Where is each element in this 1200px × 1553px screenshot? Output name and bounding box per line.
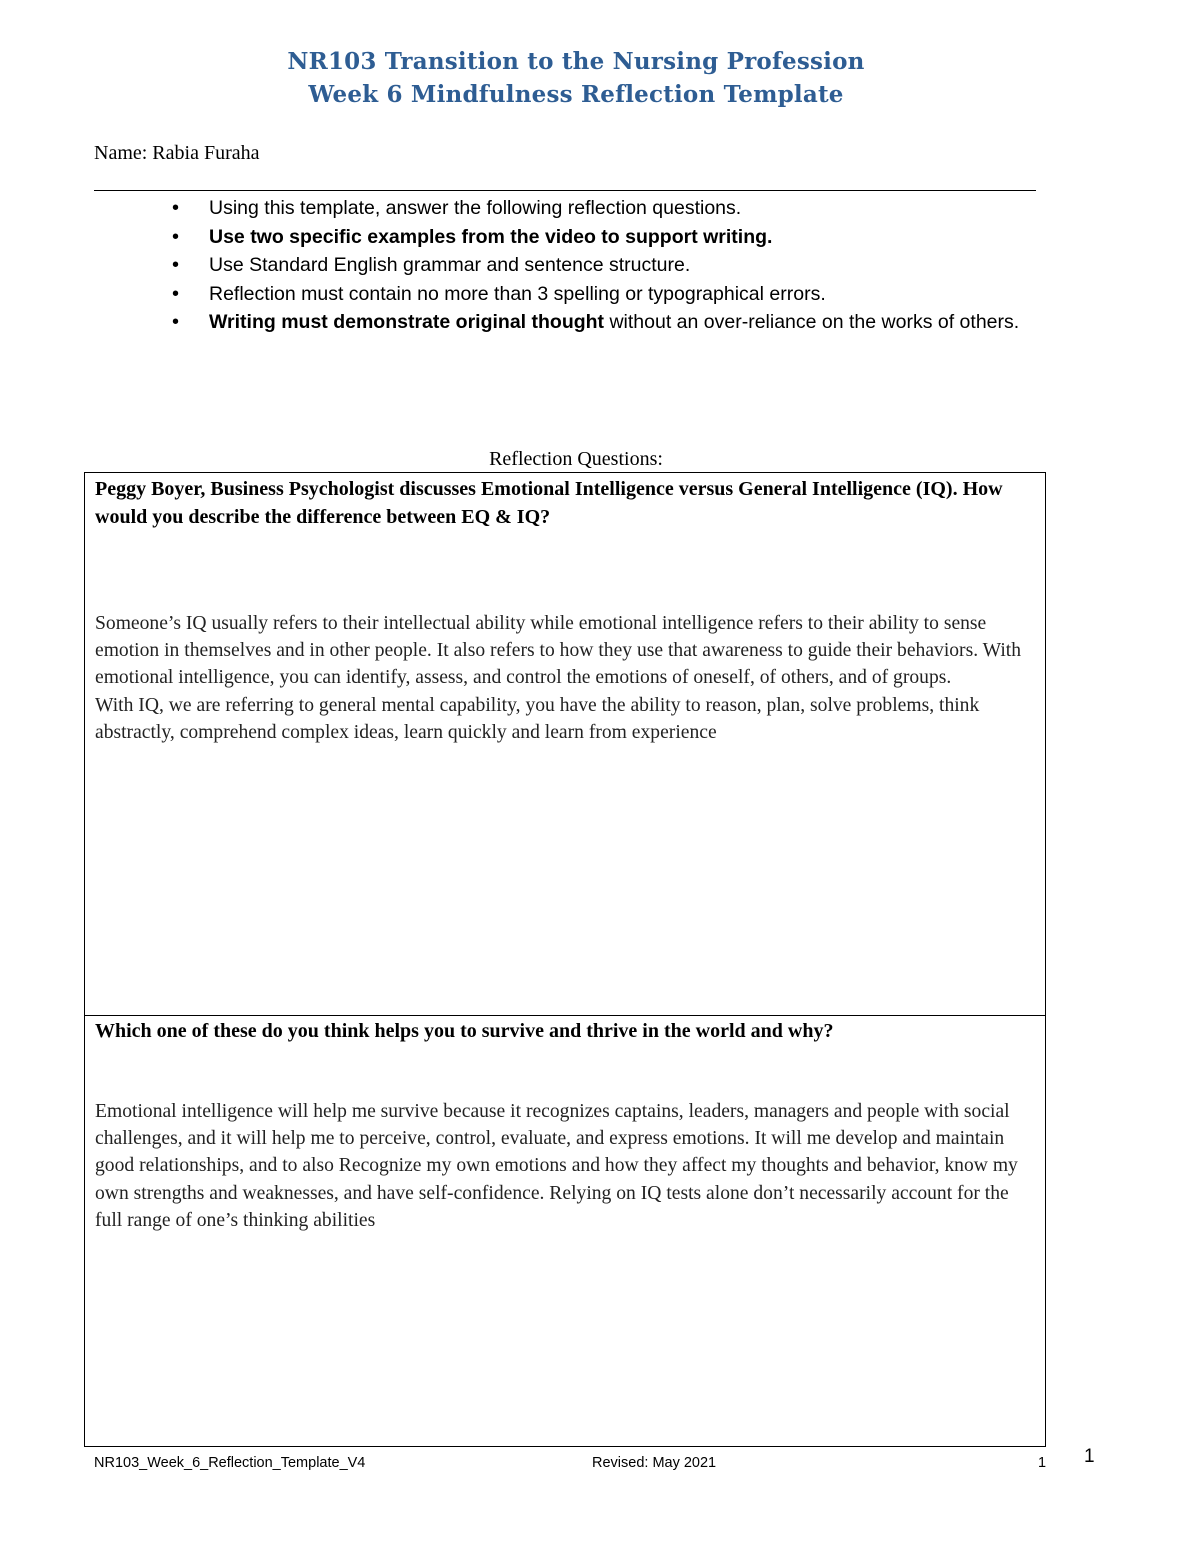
instruction-item: [172, 223, 1042, 252]
instruction-text: Use Standard English grammar and sentence structure.: [209, 254, 691, 277]
margin-page-number: 1: [1084, 1446, 1095, 1467]
footer-revised: Revised: May 2021: [592, 1455, 717, 1471]
bullet-icon: •: [172, 311, 180, 334]
question-2: Which one of these do you think helps you to survive and thrive in the world and why?: [95, 1020, 834, 1042]
bullet-icon: •: [172, 225, 180, 248]
answer-paragraph: Someone’s IQ usually refers to their intellectual ability while emotional intelligence refers to their ability to sense emotion in themselves and in other people. It also refers to how they use that awareness to guide their behaviors. With emotional intelligence, you can identify, assess, and control the emotions of oneself, of others, and of groups.: [95, 613, 1022, 689]
student-name: Name: Rabia Furaha: [94, 142, 260, 164]
header-divider: [94, 190, 1036, 191]
instruction-text: without an over-reliance on the works of others.: [604, 311, 1020, 334]
footer-page-number: 1: [1038, 1455, 1047, 1471]
instruction-item: [172, 251, 1042, 280]
answer-2: [95, 1098, 1030, 1234]
answer-1: [95, 610, 1030, 746]
bullet-icon: •: [172, 254, 180, 277]
bullet-icon: •: [172, 197, 180, 219]
row-divider: [85, 1015, 1045, 1016]
instruction-item: [172, 194, 1042, 223]
instruction-text: Using this template, answer the following reflection questions.: [209, 197, 742, 219]
instruction-bold: Use two specific examples from the video to support writing.: [209, 225, 773, 248]
instruction-text: Reflection must contain no more than 3 spelling or typographical errors.: [209, 282, 826, 305]
reflection-heading: Reflection Questions:: [489, 448, 663, 470]
footer-filename: NR103_Week_6_Reflection_Template_V4: [94, 1455, 366, 1471]
reflection-table: [84, 472, 1046, 1447]
document-title: NR103 Transition to the Nursing Profession: [287, 48, 865, 75]
instruction-list: [172, 194, 1042, 337]
instruction-item: [172, 280, 1042, 309]
document-subtitle: Week 6 Mindfulness Reflection Template: [308, 81, 844, 108]
answer-paragraph: With IQ, we are referring to general mental capability, you have the ability to reason, plan, solve problems, think abstractly, comprehend complex ideas, learn quickly and learn from experience: [95, 694, 980, 743]
instruction-bold: Writing must demonstrate original thought: [209, 311, 605, 334]
question-1: Peggy Boyer, Business Psychologist discusses Emotional Intelligence versus General Intelligence (IQ). How would you describe the difference between EQ & IQ?: [95, 478, 1003, 528]
instruction-item: [172, 308, 1042, 337]
answer-paragraph: Emotional intelligence will help me survive because it recognizes captains, leaders, managers and people with social challenges, and it will help me to perceive, control, evaluate, and express emotions. It will me develop and maintain good relationships, and to also Recognize my own emotions and how they affect my thoughts and behavior, know my own strengths and weaknesses, and have self-confidence. Relying on IQ tests alone don’t necessarily account for the full range of one’s thinking abilities: [95, 1101, 1018, 1231]
bullet-icon: •: [172, 282, 180, 305]
